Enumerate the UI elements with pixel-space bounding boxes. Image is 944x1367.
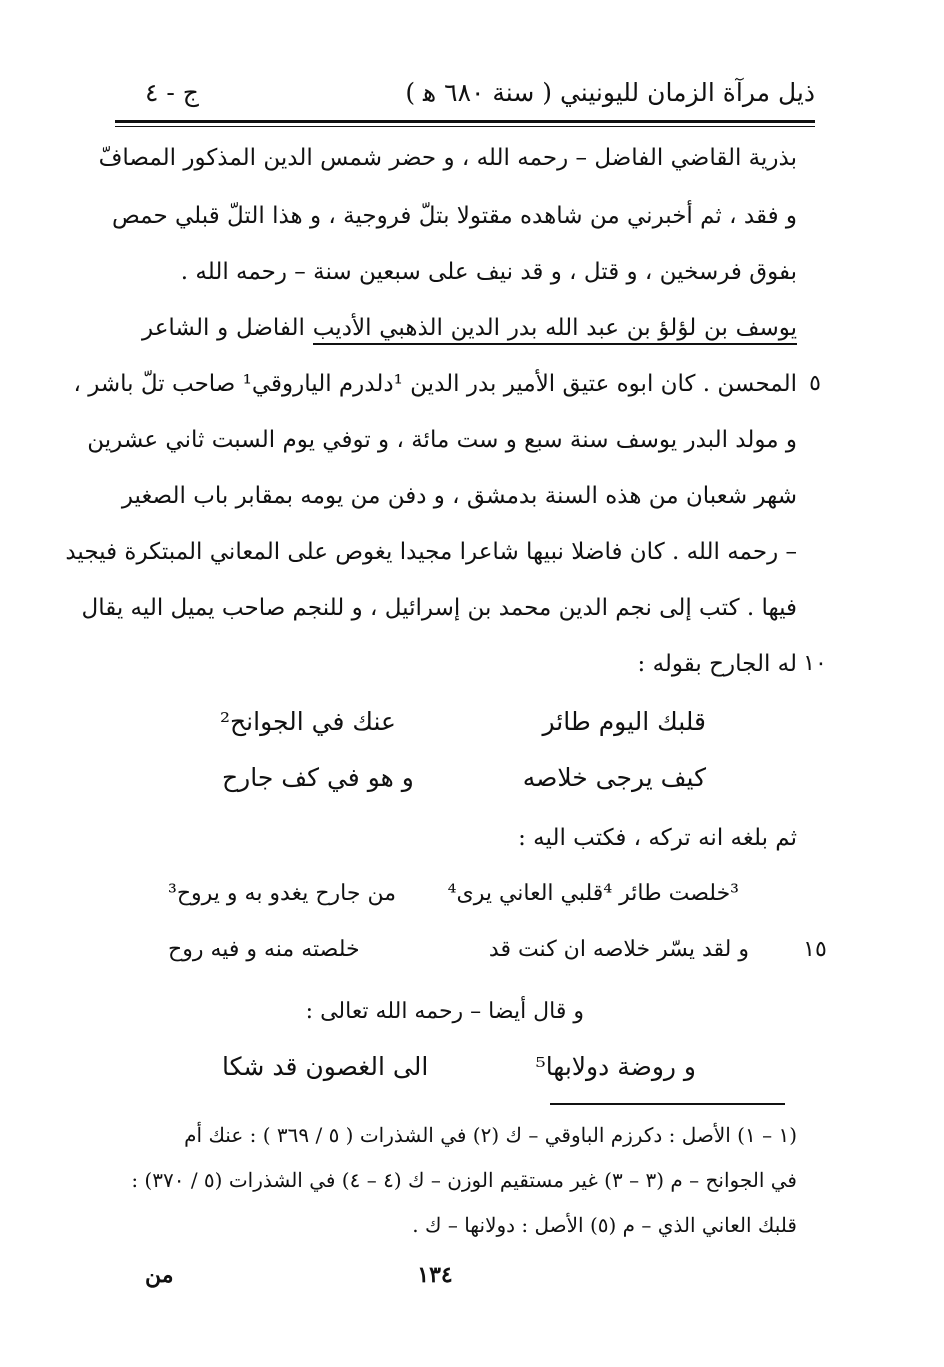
verse-1-second-hemistich: عنك في الجوانح² [220,707,396,736]
line-number-15: ١٥ [803,937,827,962]
verse-4-first-hemistich: و لقد يسّر خلاصه ان كنت قد [488,937,749,962]
text-line-10: له الجارح بقوله : [637,651,797,677]
footnote-line-3: قلبك العاني الذي – م (٥) الأصل : دولانها – ك . [412,1213,797,1237]
verse-5-second-hemistich: الى الغصون قد شكا [222,1052,429,1081]
verse-2-second-hemistich: و هو في كف جارح [222,763,414,792]
text-line-7: شهر شعبان من هذه السنة بدمشق ، و دفن من يومه بمقابر باب الصغير [121,483,797,509]
running-header [115,78,815,118]
text-line-9: فيها . كتب إلى نجم الدين محمد بن إسرائيل ، و للنجم صاحب يميل اليه يقال [81,595,797,621]
verse-4-second-hemistich: خلصته منه و فيه روح [168,937,360,962]
text-line-1: بذرية القاضي الفاضل – رحمه الله ، و حضر شمس الدين المذكور المصافّ [98,145,797,171]
entry-epithet: الفاضل و الشاعر [142,315,305,341]
line-number-5: ٥ [809,371,821,396]
page-number: ١٣٤ [417,1262,453,1288]
verse-5-first-hemistich: و روضة دولابها⁵ [535,1052,696,1081]
entry-name: يوسف بن لؤلؤ بن عبد الله بدر الدين الذهبي الأديب [313,315,797,345]
header-rule-thin [115,126,815,127]
footnote-rule [550,1103,785,1105]
text-line-4 [142,308,797,348]
line-number-10: ١٠ [803,651,827,676]
catchword: من [145,1262,174,1288]
running-title: ذيل مرآة الزمان لليونيني ( سنة ٦٨٠ ﻫ ) [405,78,815,107]
volume-label: ج - ٤ [145,78,199,107]
footnote-line-1: (١ – ١) الأصل : دكرزم الباوقي – ك (٢) في الشذرات ( ٥ / ٣٦٩ ) : عنك أم [184,1123,797,1147]
verse-1-first-hemistich: قلبك اليوم طائر [542,707,706,736]
verse-2-first-hemistich: كيف يرجى خلاصه [522,763,706,792]
verse-3-second-hemistich: من جارح يغدو به و يروح³ [168,881,396,906]
prose-line-16: و قال أيضا – رحمه الله تعالى : [305,999,584,1024]
footnote-line-2: في الجوانح – م (٣ – ٣) غير مستقيم الوزن – ك (٤ – ٤) في الشذرات (٥ / ٣٧٠) : [131,1168,797,1192]
header-rule-thick [115,120,815,123]
text-line-2: و فقد ، ثم أخبرني من شاهده مقتولا بتلّ فروجية ، و هذا التلّ قبلي حمص [111,203,797,229]
text-line-13: ثم بلغه انه تركه ، فكتب اليه : [518,825,797,851]
text-line-8: – رحمه الله . كان فاضلا نبيها شاعرا مجيدا يغوص على المعاني المبتكرة فيجيد [65,539,797,565]
text-line-3: بفوق فرسخين ، و قتل ، و قد نيف على سبعين سنة – رحمه الله . [180,259,797,285]
text-line-6: و مولد البدر يوسف سنة سبع و ست مائة ، و توفي يوم السبت ثاني عشرين [87,427,797,453]
verse-3-first-hemistich: ³خلصت طائر ⁴قلبي العاني يرى⁴ [447,881,739,906]
text-line-5: المحسن . كان ابوه عتيق الأمير بدر الدين ¹دلدرم الياروقي¹ صاحب تلّ باشر ، [73,371,797,397]
